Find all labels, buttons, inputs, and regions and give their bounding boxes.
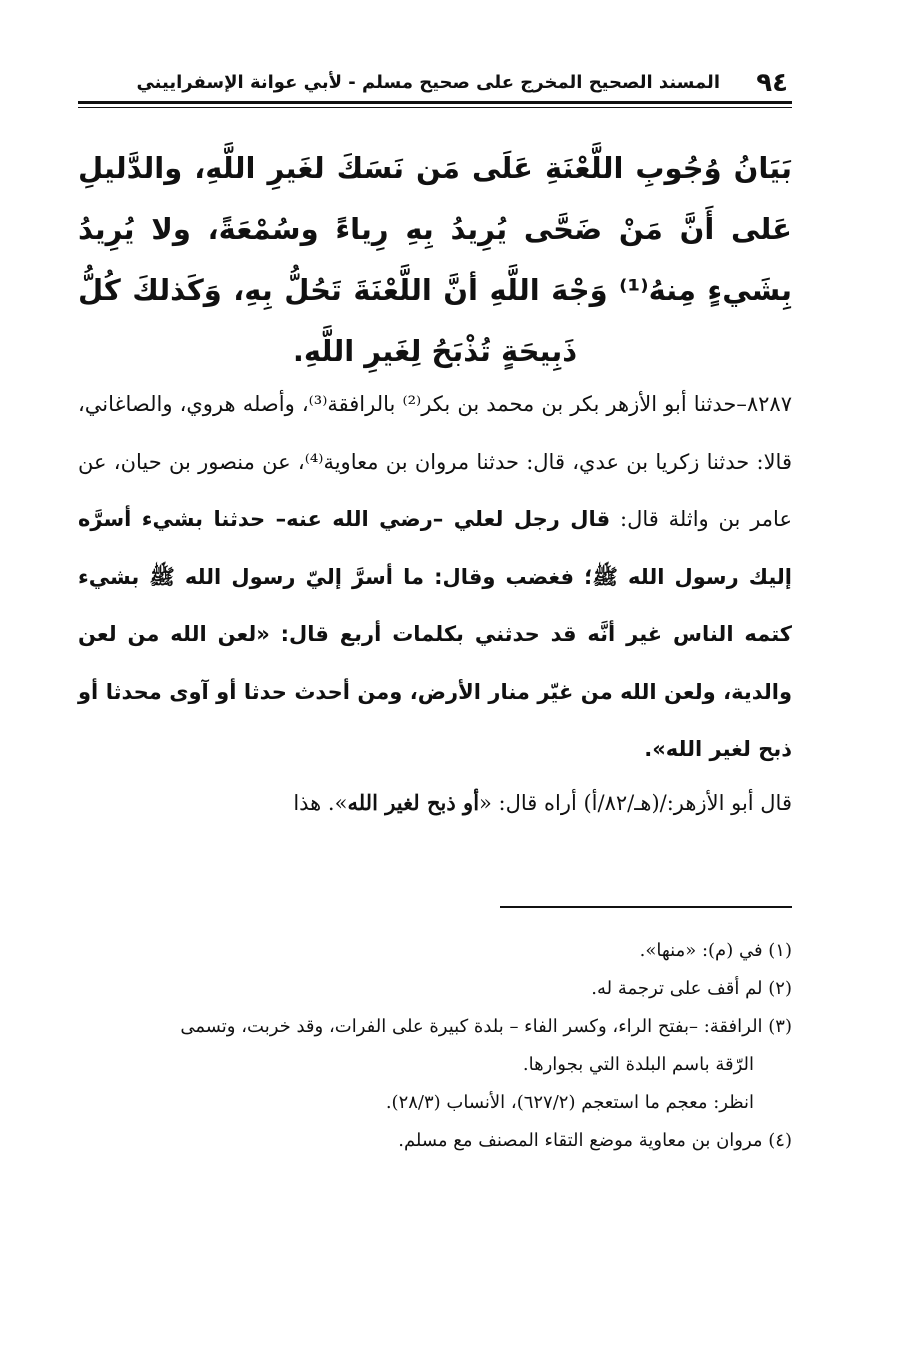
page-header (78, 66, 792, 100)
comment-start: قال أبو الأزهر:/(هـ/٨٢/أ) أراه قال: « (479, 791, 792, 815)
comment-bold: أو ذبح لغير الله (347, 790, 480, 815)
footnote-2: (٢) لم أقف على ترجمة له. (591, 978, 792, 999)
comment-end: ». هذا (293, 791, 348, 815)
running-title: المسند الصحيح المخرج على صحيح مسلم - لأبي عوانة الإسفراييني (136, 72, 720, 93)
footnote-3-reference: انظر: معجم ما استعجم (٦٢٧/٢)، الأنساب (٢٨/٣). (385, 1092, 754, 1113)
footnotes (78, 932, 792, 1160)
footnote-1: (١) في (م): «منها». (639, 940, 792, 961)
page-number: ٩٤ (756, 68, 788, 98)
footnote-separator (500, 906, 792, 908)
hadith-matn: قال رجل لعلي –رضي الله عنه– حدثنا بشيء أسرَّه إليك رسول الله ﷺ؛ فغضب وقال: ما أسرَّ إليّ رسول الله ﷺ بشيء كتمه الناس غير أنَّه قد حدثني بكلمات أربع قال: «لعن الله من لعن والدية، ولعن الله من غيّر منار الأرض، ومن أحدث حدثا أو آوى محدثا أو ذبح لغير الله». (78, 507, 792, 761)
chapter-title: بَيَانُ وُجُوبِ اللَّعْنَةِ عَلَى مَن نَسَكَ لغَيرِ اللَّهِ، والدَّليلِ عَلى أَنَّ مَنْ ضَحَّى يُرِيدُ بِهِ رِياءً وسُمْعَةً، ولا يُرِيدُ بِشَيءٍ مِنهُ⁽¹⁾ وَجْهَ اللَّهِ أنَّ اللَّعْنَةَ تَحُلُّ بِهِ، وَكَذلكَ كُلُّ ذَبِيحَةٍ تُذْبَحُ لِغَيرِ اللَّهِ. (78, 151, 792, 368)
hadith-comment (78, 774, 792, 833)
hadith-isnad: ٨٢٨٧–حدثنا أبو الأزهر بكر بن محمد بن بكر⁽²⁾ بالرافقة⁽³⁾، وأصله هروي، والصاغاني، قالا: حدثنا زكريا بن عدي، قال: حدثنا مروان بن معاوية⁽⁴⁾، عن منصور بن حيان، عن عامر بن واثلة قال: (78, 392, 792, 531)
footnote-3: (٣) الرافقة: –بفتح الراء، وكسر الفاء – بلدة كبيرة على الفرات، وقد خربت، وتسمى (180, 1016, 792, 1037)
header-rule-thick (78, 101, 792, 104)
footnote-3-continuation: الرّقة باسم البلدة التي بجوارها. (522, 1054, 754, 1075)
hadith-paragraph (78, 376, 792, 779)
header-rule-thin (78, 107, 792, 108)
footnote-4: (٤) مروان بن معاوية موضع التقاء المصنف مع مسلم. (398, 1130, 792, 1151)
